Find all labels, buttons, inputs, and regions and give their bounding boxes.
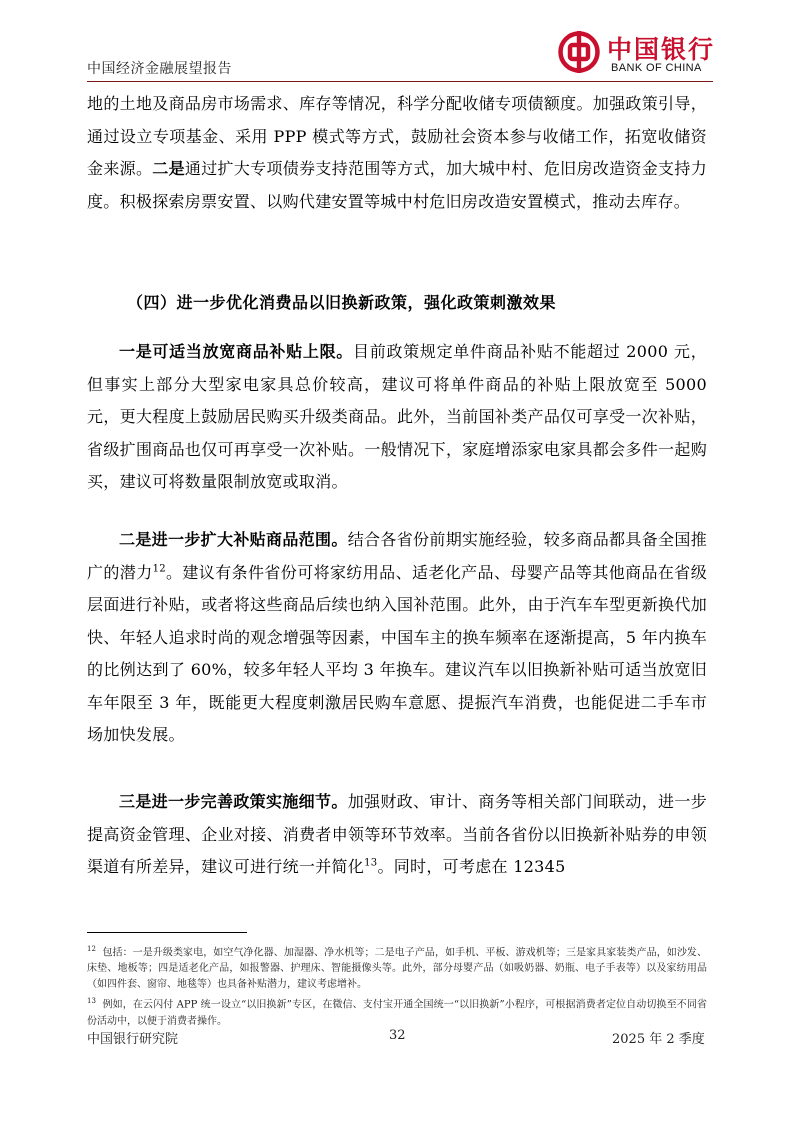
section-heading: （四）进一步优化消费品以旧换新政策，强化政策刺激效果 (127, 293, 557, 312)
paragraph-4 (87, 786, 707, 884)
paragraph-2-text: 目前政策规定单件商品补贴不能超过 2000 元，但事实上部分大型家电家具总价较高，建议可将单件商品的补贴上限放宽至 5000 元，更大程度上鼓励居民购买升级类商品。此外，当前国补类产品仅可享受一次补贴，省级扩围商品也仅可再享受一次补贴。一般情况下，家庭增添家电家具都会多件一起购买，建议可将数量限制放宽或取消。 (87, 342, 707, 491)
footnote-ref-13[interactable]: 13 (364, 857, 378, 869)
paragraph-2-bold: 一是可适当放宽商品补贴上限。 (119, 342, 354, 361)
footnote-12-mark: 12 (87, 945, 96, 953)
paragraph-3-text-a: 结合各省份前期实施经验，较多商品都具备全国推广的潜力 (87, 530, 708, 582)
footnote-12 (87, 941, 707, 993)
report-title: 中国经济金融展望报告 (87, 61, 232, 77)
paragraph-3 (87, 524, 707, 752)
footnote-ref-12[interactable]: 12 (152, 563, 166, 575)
paragraph-4-text-b: 。同时，可考虑在 12345 (377, 857, 566, 876)
paragraph-1 (87, 88, 707, 218)
header-divider (87, 81, 713, 82)
paragraph-4-text-a: 加强财政、审计、商务等相关部门间联动，进一步提高资金管理、企业对接、消费者申领等环节效率。当前各省份以旧换新补贴券的申领渠道有所差异，建议可进行统一并简化 (87, 792, 708, 876)
paragraph-1-text-a: 地的土地及商品房市场需求、库存等情况，科学分配收储专项债额度。加强政策引导，通过设立专项基金、采用 PPP 模式等方式，鼓励社会资本参与收储工作，拓宽收储资金来源。 (87, 94, 707, 178)
paragraph-3-bold: 二是进一步扩大补贴商品范围。 (119, 530, 348, 549)
footer-institution: 中国银行研究院 (87, 1032, 179, 1047)
paragraph-1-bold: 二是 (152, 159, 185, 178)
footnote-13 (87, 993, 707, 1029)
logo-chinese-name: 中国银行 (607, 35, 716, 64)
page-number: 32 (389, 1028, 406, 1043)
footer-period: 2025 年 2 季度 (612, 1032, 705, 1047)
paragraph-2 (87, 336, 707, 499)
footnote-13-mark: 13 (87, 997, 96, 1006)
footnotes (87, 941, 707, 1030)
paragraph-3-text-b: 。建议有条件省份可将家纺用品、适老化产品、母婴产品等其他商品在省级层面进行补贴，或者将这些商品后续也纳入国补范围。此外，由于汽车车型更新换代加快、年轻人追求时尚的观念增强等因素，中国车主的换车频率在逐渐提高，5 年内换车的比例达到了 60%，较多年轻人平均 3 年换车。建议汽车以旧换新补贴可适当放宽旧车年限至 3 年，既能更大程度刺激居民购车意愿、提振汽车消费，也能促进二手车市场加快发展。 (87, 562, 707, 744)
paragraph-4-bold: 三是进一步完善政策实施细节。 (119, 792, 348, 811)
paragraph-1-text-b: 通过扩大专项债券支持范围等方式，加大城中村、危旧房改造资金支持力度。积极探索房票安置、以购代建安置等城中村危旧房改造安置模式，推动去库存。 (87, 159, 707, 211)
footnote-13-text: 例如，在云闪付 APP 统一设立“以旧换新”专区，在微信、支付宝开通全国统一“以旧换新”小程序，可根据消费者定位自动切换至不同省份活动中，以便于消费者操作。 (87, 999, 707, 1027)
bank-logo (557, 24, 717, 80)
footnote-divider (87, 932, 247, 933)
footnote-12-text: 包括：一是升级类家电，如空气净化器、加湿器、净水机等；二是电子产品，如手机、平板、游戏机等；三是家具家装类产品，如沙发、床垫、地板等；四是适老化产品，如报警器、护理床、智能摄像头等。此外，部分母婴产品（如吸奶器、奶瓶、电子手表等）以及家纺用品（如四件套、窗帘、地毯等）也具备补贴潜力，建议考虑增补。 (87, 947, 708, 991)
logo-english-name: BANK OF CHINA (611, 62, 702, 74)
bank-of-china-logo-icon (557, 30, 601, 74)
